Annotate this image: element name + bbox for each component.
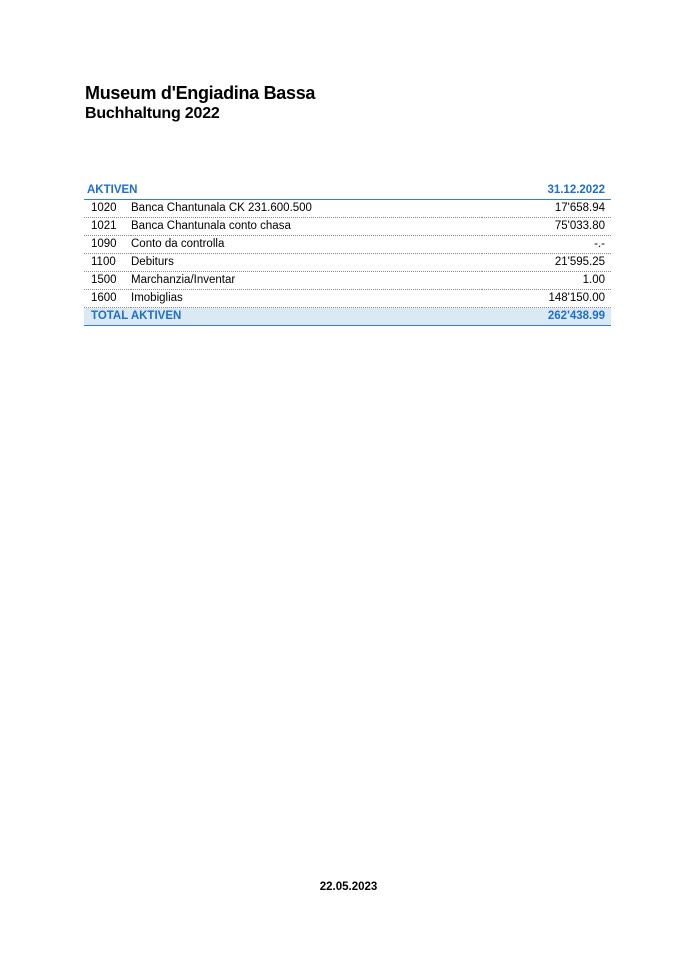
- account-number: 1090: [84, 236, 131, 254]
- table-row: [84, 254, 611, 272]
- footer-date: 22.05.2023: [319, 881, 378, 893]
- account-number: 1021: [84, 218, 131, 236]
- account-amount: 17'658.94: [482, 200, 611, 218]
- table-row: [84, 272, 611, 290]
- account-name: Marchanzia/Inventar: [131, 272, 482, 290]
- account-name: Conto da controlla: [131, 236, 482, 254]
- account-number: 1100: [84, 254, 131, 272]
- account-number: 1020: [84, 200, 131, 218]
- account-amount: 148'150.00: [482, 290, 611, 308]
- account-amount: -.-: [482, 236, 611, 254]
- page-subtitle: Buchhaltung 2022: [85, 105, 220, 122]
- table-header-row: [84, 182, 611, 200]
- account-name: Imobiglias: [131, 290, 482, 308]
- table-header-date: 31.12.2022: [482, 182, 611, 200]
- table-row: [84, 200, 611, 218]
- account-number: 1500: [84, 272, 131, 290]
- table-row: [84, 290, 611, 308]
- table-row: [84, 236, 611, 254]
- account-name: Banca Chantunala conto chasa: [131, 218, 482, 236]
- account-name: Banca Chantunala CK 231.600.500: [131, 200, 482, 218]
- assets-table: [84, 182, 611, 326]
- account-name: Debiturs: [131, 254, 482, 272]
- account-number: 1600: [84, 290, 131, 308]
- account-amount: 21'595.25: [482, 254, 611, 272]
- total-row: [84, 308, 611, 326]
- total-label: TOTAL AKTIVEN: [84, 308, 482, 326]
- account-amount: 1.00: [482, 272, 611, 290]
- table-header-label: AKTIVEN: [84, 182, 482, 200]
- account-amount: 75'033.80: [482, 218, 611, 236]
- table-row: [84, 218, 611, 236]
- total-amount: 262'438.99: [482, 308, 611, 326]
- page-title: Museum d'Engiadina Bassa: [85, 83, 316, 103]
